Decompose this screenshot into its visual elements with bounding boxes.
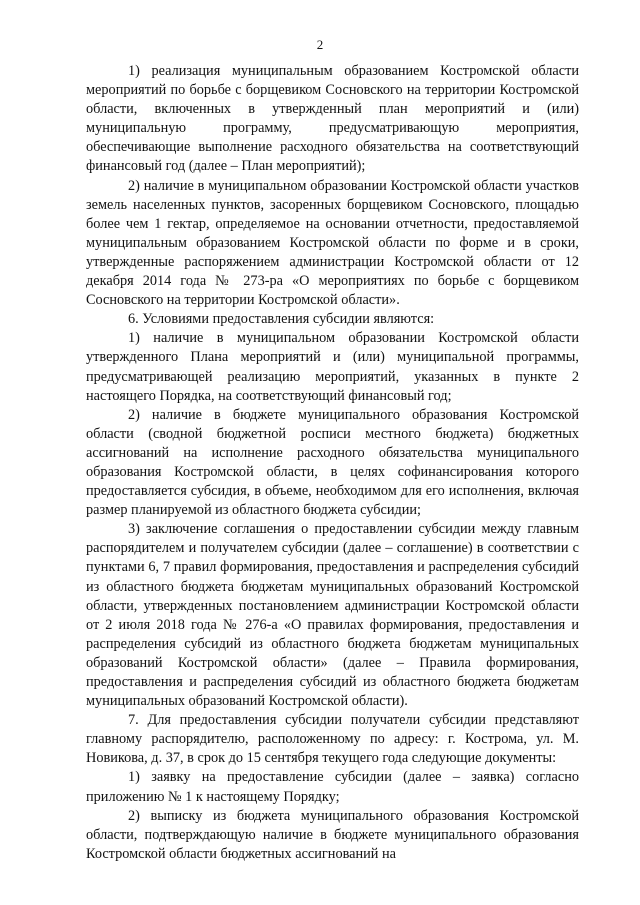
document-body — [86, 62, 579, 864]
paragraph-condition-1: 1) наличие в муниципальном образовании Костромской области утвержденного Плана мероприятий и (или) муниципальной программы, предусматривающей реализацию мероприятий, указанных в пункте 2 настоящего Порядка, на соответствующий финансовый год; — [86, 330, 579, 404]
paragraph-item-1-plan: 1) реализация муниципальным образованием Костромской области мероприятий по борьбе с борщевиком Сосновского на территории Костромской области, включенных в утвержденный план мероприятий и (или) муниципальную программу, предусматривающую мероприятия, обеспечивающие выполнение расходного обязательства на соответствующий финансовый год (далее – План мероприятий); — [86, 63, 579, 175]
paragraph-item-2-land: 2) наличие в муниципальном образовании Костромской области участков земель населенных пунктов, засоренных борщевиком Сосновского, площадью более чем 1 гектар, определяемое на основании отчетности, предоставляемой муниципальным образованием Костромской области по форме и в сроки, утвержденные распоряжением администрации Костромской области от 12 декабря 2014 года № 273-ра «О мероприятиях по борьбе с борщевиком Сосновского на территории Костромской области». — [86, 177, 579, 309]
paragraph-section-7: 7. Для предоставления субсидии получатели субсидии представляют главному распорядителю, расположенному по адресу: г. Кострома, ул. М. Новикова, д. 37, в срок до 15 сентября текущего года следующие документы: — [86, 712, 579, 767]
paragraph-document-2: 2) выписку из бюджета муниципального образования Костромской области, подтверждающую наличие в бюджете муниципального образования Костромской области бюджетных ассигнований на — [86, 807, 579, 862]
paragraph-condition-3: 3) заключение соглашения о предоставлении субсидии между главным распорядителем и получателем субсидии (далее – соглашение) в соответствии с пунктами 6, 7 правил формирования, предоставления и распределения субсидий из областного бюджета бюджетам муниципальных образований Костромской области, утвержденных постановлением администрации Костромской области от 2 июля 2018 года № 276-а «О правилах формирования, предоставления и распределения субсидий из областного бюджета бюджетам муниципальных образований Костромской области» (далее – Правила формирования, предоставления и распределения субсидий из областного бюджета бюджетам муниципальных образований Костромской области). — [86, 521, 579, 710]
page-number: 2 — [316, 37, 324, 52]
paragraph-condition-2: 2) наличие в бюджете муниципального образования Костромской области (сводной бюджетной росписи местного бюджета) бюджетных ассигнований на исполнение расходного обязательства муниципального образования Костромской области, в целях софинансирования которого предоставляется субсидия, в объеме, необходимом для его исполнения, включая размер планируемой из областного бюджета субсидии; — [86, 406, 579, 519]
paragraph-document-1: 1) заявку на предоставление субсидии (далее – заявка) согласно приложению № 1 к настоящему Порядку; — [86, 769, 579, 805]
paragraph-section-6-heading: 6. Условиями предоставления субсидии являются: — [128, 311, 435, 328]
